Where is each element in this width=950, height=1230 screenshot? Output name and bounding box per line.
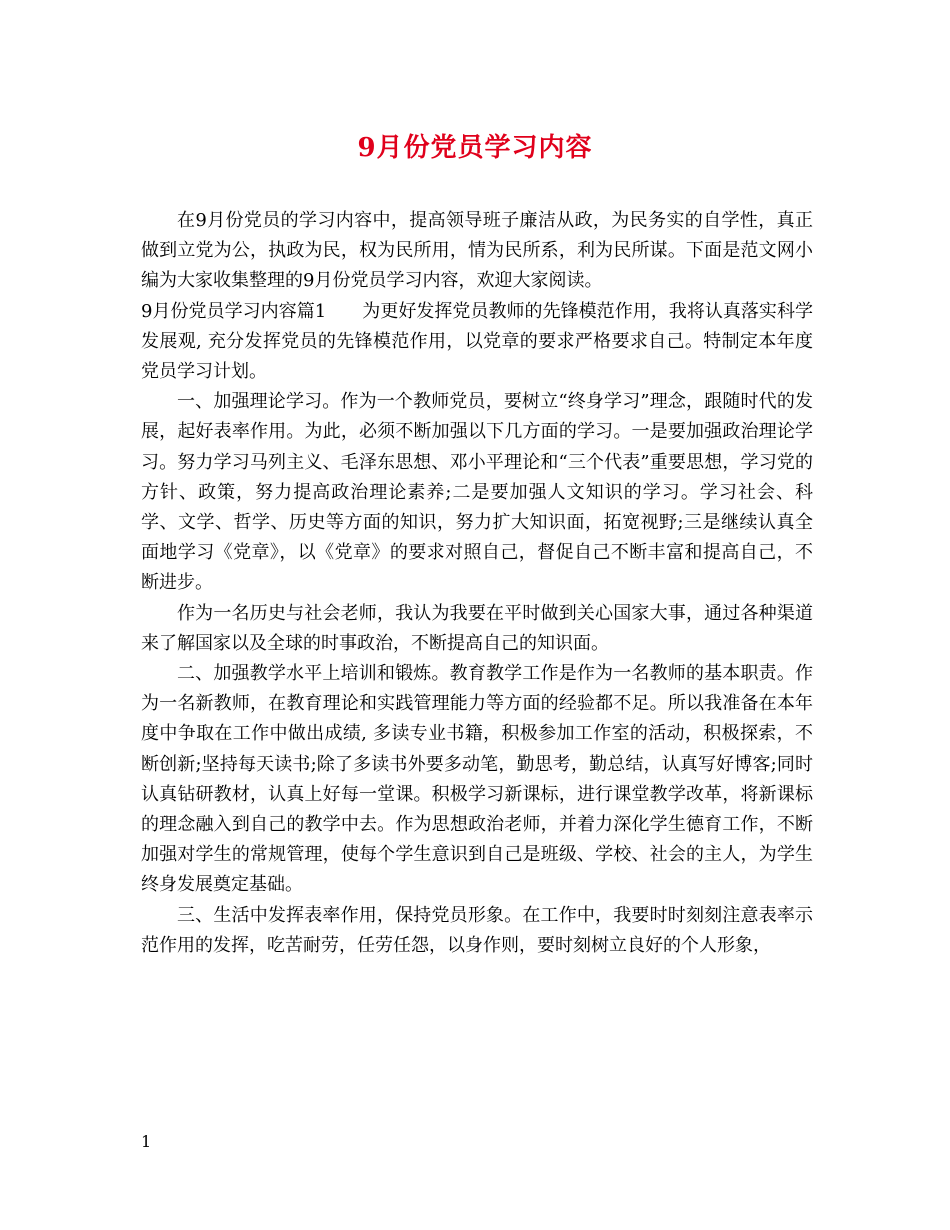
document-title: 9月份党员学习内容: [357, 133, 593, 163]
paragraph-section-heading: 9月份党员学习内容篇1 为更好发挥党员教师的先锋模范作用，我将认真落实科学发展观, 充分发挥党员的先锋模范作用，以党章的要求严格要求自己。特制定本年度党员学习计划。: [141, 300, 813, 383]
paragraph-current-affairs: 作为一名历史与社会老师，我认为我要在平时做到关心国家大事，通过各种渠道来了解国家以及全球的时事政治，不断提高自己的知识面。: [141, 602, 813, 654]
paragraph-intro: 在9月份党员的学习内容中，提高领导班子廉洁从政，为民务实的自学性，真正做到立党为公，执政为民，权为民所用，情为民所系，利为民所谋。下面是范文网小编为大家收集整理的9月份党员学习内容，欢迎大家阅读。: [141, 210, 813, 292]
paragraph-role-model: 三、生活中发挥表率作用，保持党员形象。在工作中，我要时时刻刻注意表率示范作用的发挥，吃苦耐劳，任劳任怨，以身作则，要时刻树立良好的个人形象，: [141, 904, 813, 956]
paragraph-teaching-training: 二、加强教学水平上培训和锻炼。教育教学工作是作为一名教师的基本职责。作为一名新教师，在教育理论和实践管理能力等方面的经验都不足。所以我准备在本年度中争取在工作中做出成绩, 多读专业书籍，积极参加工作室的活动，积极探索，不断创新;坚持每天读书;除了多读书外要多动笔，勤思考，勤总结，认真写好博客;同时认真钻研教材，认真上好每一堂课。积极学习新课标，进行课堂教学改革，将新课标的理念融入到自己的教学中去。作为思想政治老师，并着力深化学生德育工作，不断加强对学生的常规管理，使每个学生意识到自己是班级、学校、社会的主人，为学生终身发展奠定基础。: [141, 663, 813, 896]
paragraph-theory-study: 一、加强理论学习。作为一个教师党员，要树立“终身学习”理念，跟随时代的发展，起好表率作用。为此，必须不断加强以下几方面的学习。一是要加强政治理论学习。努力学习马列主义、毛泽东思想、邓小平理论和“三个代表”重要思想，学习党的方针、政策，努力提高政治理论素养;二是要加强人文知识的学习。学习社会、科学、文学、哲学、历史等方面的知识，努力扩大知识面，拓宽视野;三是继续认真全面地学习《党章》，以《党章》的要求对照自己，督促自己不断丰富和提高自己，不断进步。: [141, 391, 813, 594]
document-body: [141, 206, 813, 961]
page-number: 1: [141, 1132, 152, 1151]
